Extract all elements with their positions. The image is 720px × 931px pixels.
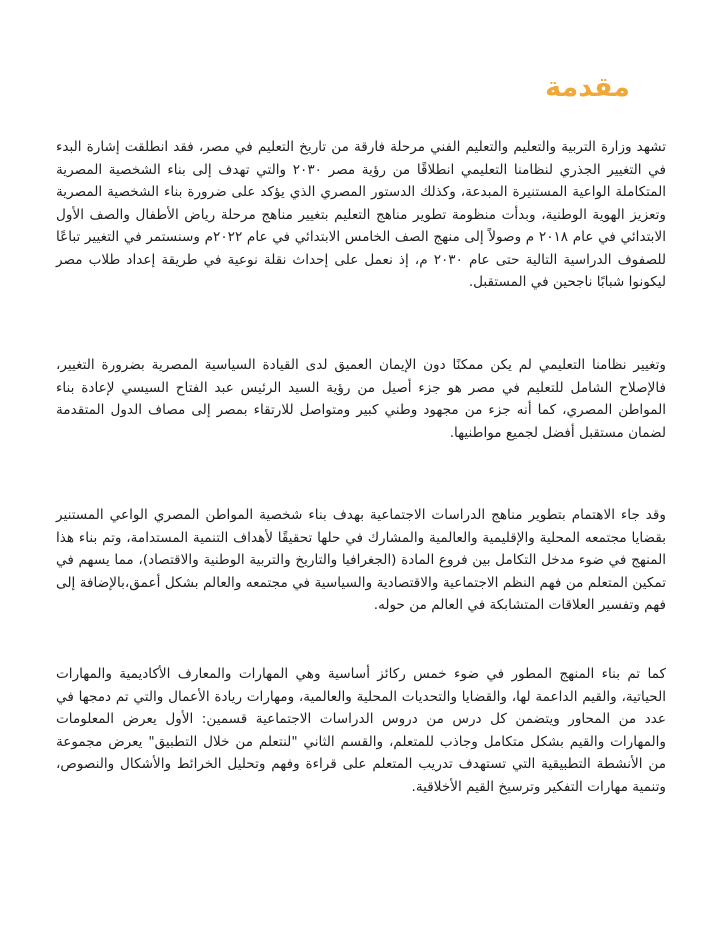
paragraph-3: وقد جاء الاهتمام بتطوير مناهج الدراسات الاجتماعية بهدف بناء شخصية المواطن المصري الواعي المستنير بقضايا مجتمعه المحلية والإقليمية والعالمية والمشارك في حلها تحقيقًا لأهداف التنمية المستدامة، وتم بناء هذا المنهج في ضوء مدخل التكامل بين فروع المادة (الجغرافيا والتاريخ والتربية الوطنية والاقتصاد)، مما يسهم في تمكين المتعلم من فهم النظم الاجتماعية والاقتصادية والسياسية في مجتمعه والعالم بشكل أعمق،بالإضافة إلى فهم وتفسير العلاقات المتشابكة في العالم من حوله.: [56, 507, 666, 613]
paragraph-1: تشهد وزارة التربية والتعليم والتعليم الفني مرحلة فارقة من تاريخ التعليم في مصر، فقد انطلقت إشارة البدء في التغيير الجذري لنظامنا التعليمي انطلاقًا من رؤية مصر ٢٠٣٠ والتي تهدف إلى بناء الشخصية المصرية المتكاملة الواعية المستنيرة المبدعة، وكذلك الدستور المصري الذي يؤكد على ضرورة بناء الشخصية المصرية وتعزيز الهوية الوطنية، وبدأت منظومة تطوير مناهج التعليم بتغيير مناهج مرحلة رياض الأطفال والصف الأول الابتدائي في عام ٢٠١٨ م وصولاً إلى منهج الصف الخامس الابتدائي في عام ٢٠٢٢م وسنستمر في التغيير تباعًا للصفوف الدراسية التالية حتى عام ٢٠٣٠ م، إذ نعمل على إحداث نقلة نوعية في طريقة إعداد طلاب مصر ليكونوا شبابًا ناجحين في المستقبل.: [56, 139, 666, 290]
paragraph-4: كما تم بناء المنهج المطور في ضوء خمس ركائز أساسية وهي المهارات والمعارف الأكاديمية والمهارات الحياتية، والقيم الداعمة لها، والقضايا والتحديات المحلية والعالمية، ومهارات ريادة الأعمال والتي تم دمجها في عدد من المحاور ويتضمن كل درس من دروس الدراسات الاجتماعية قسمين: الأول يعرض المعلومات والمهارات والقيم بشكل متكامل وجاذب للمتعلم، والقسم الثاني "لنتعلم من خلال التطبيق" يعرض مجموعة من الأنشطة التطبيقية التي تستهدف تدريب المتعلم على قراءة وفهم وتحليل الخرائط والأشكال والنصوص، وتنمية مهارات التفكير وترسيخ القيم الأخلاقية.: [56, 666, 666, 795]
page-title: مقدمة: [545, 72, 630, 103]
paragraph-2: وتغيير نظامنا التعليمي لم يكن ممكنًا دون الإيمان العميق لدى القيادة السياسية المصرية بضرورة التغيير، فالإصلاح الشامل للتعليم في مصر هو جزء أصيل من رؤية السيد الرئيس عبد الفتاح السيسي لإعادة بناء المواطن المصري، كما أنه جزء من مجهود وطني كبير ومتواصل للارتقاء بمصر إلى مصاف الدول المتقدمة لضمان مستقبل أفضل لجميع مواطنيها.: [56, 357, 666, 441]
